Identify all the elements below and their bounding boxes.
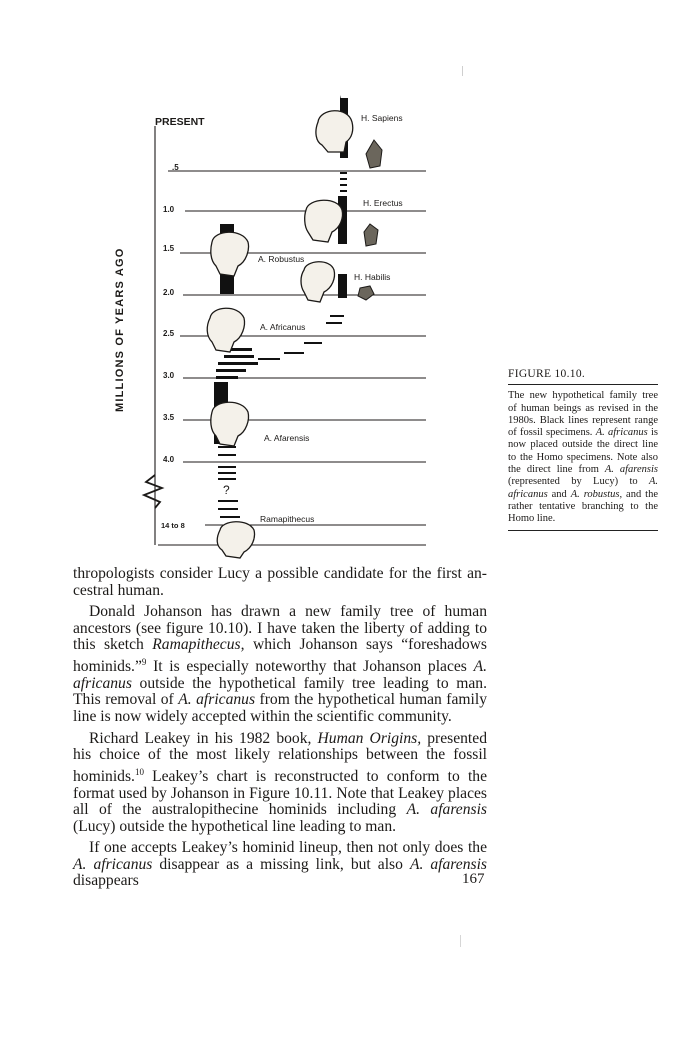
text-run: (Lucy) outside the hypothetical line leading to man. [73,817,397,835]
figure-caption [508,368,658,531]
tool-icon [358,286,374,300]
paragraph [73,566,487,599]
text-run: is now placed outside the direct line to the Homo specimens. Note also the direct line from [508,427,658,476]
label-h-erectus: H. Erectus [363,198,403,208]
tick-label: .5 [172,163,179,172]
label-h-habilis: H. Habilis [354,272,391,282]
skull-erectus [305,200,343,242]
tick-label: 4.0 [163,455,175,464]
dash [218,500,238,502]
dash [218,466,236,468]
text-run: Leakey’s chart is reconstructed to conform to the format used by Johanson in Figure 10.11. Note that Leakey places all of the australopithecine hominids including [73,767,487,819]
dash [340,178,347,180]
italic-text: A. robustus, [570,488,623,500]
skull-africanus [207,308,244,352]
italic-text: A. africanus [595,427,648,439]
dash [218,478,236,480]
tick-label: 1.0 [163,205,175,214]
tool-icon [366,140,382,168]
italic-text: A. africanus [178,691,256,709]
dash [340,172,347,174]
italic-text: A. afarensis [409,855,487,873]
figure-svg [108,90,438,560]
dash [258,358,280,360]
tick-label: 1.5 [163,244,175,253]
skull-robustus [211,232,249,276]
paragraph [73,840,487,890]
scan-mark [460,935,461,947]
skull-habilis [301,262,335,302]
caption-body [508,390,658,530]
dash [304,342,322,344]
text-run: and the rather tentative branching to the Homo line. [508,488,658,525]
text-run: disappear as a missing link, but also [152,855,410,873]
tick-label: 14 to 8 [161,521,185,530]
scan-mark [462,66,463,76]
page-number: 167 [462,871,485,887]
caption-title: FIGURE 10.10. [508,368,658,385]
tick-label: 3.5 [163,413,175,422]
text-run: If one accepts Leakey’s hominid lineup, then not only does the [89,839,487,857]
text-run: outside the hypothetical family tree leading to man. This removal of [73,674,487,709]
text-run: from the hypothetical human family line is now widely accepted within the scientific community. [73,691,487,725]
dash [218,508,238,510]
tick-label: 2.5 [163,329,175,338]
paragraph [73,604,487,725]
dash [340,184,347,186]
label-a-robustus: A. Robustus [258,254,305,264]
text-run: Donald Johanson has drawn a new family tree of human ancestors (see figure 10.10). I have taken the liberty of adding to this sketch [73,603,487,654]
dash [330,315,344,317]
tick-label: 2.0 [163,288,175,297]
text-run: presented his choice of the most likely relationships between the fossil hominids. [73,729,487,785]
label-a-afarensis: A. Afarensis [264,433,310,443]
dash [216,376,238,379]
habilis-bar [338,274,347,298]
dash [326,322,342,324]
text-run: Richard Leakey in his 1982 book, [89,729,318,747]
text-run: and [547,488,571,500]
dash [218,472,236,474]
italic-text: A. afarensis [406,801,487,819]
paragraph [73,731,487,836]
text-run: disappears [73,872,139,890]
dash [220,516,240,518]
italic-text: Human Origins, [317,729,422,747]
text-run: The new hypothetical family tree of human beings as revised in the 1980s. Black lines represent range of fossil specimens. [508,390,658,439]
text-run: It is especially noteworthy that Johanson places [146,658,474,676]
label-ramapithecus: Ramapithecus [260,514,315,524]
skull-ramapithecus [217,522,254,558]
axis-break-squiggle [144,475,162,508]
footnote-ref: 9 [141,656,147,667]
italic-text: A. afarensis [604,464,659,476]
italic-text: Ramapithecus, [152,636,245,654]
question-mark: ? [223,483,230,497]
italic-text: A. africanus [508,476,658,500]
dash [340,190,347,192]
figure-hominid-tree [108,90,438,560]
dash [284,352,304,354]
axis-title: MILLIONS OF YEARS AGO [114,247,126,412]
tool-icon [364,224,378,246]
dash [218,362,258,365]
label-a-africanus: A. Africanus [260,322,306,332]
tick-label: 3.0 [163,371,175,380]
dash [218,454,236,456]
italic-text: A. africanus [73,658,487,692]
body-text [73,566,487,895]
tick-present: PRESENT [155,116,205,128]
text-run: (represented by Lucy) to [508,476,649,488]
text-run: which Johanson says “foreshadows hominids.” [73,636,487,676]
dash [224,355,254,358]
label-h-sapiens: H. Sapiens [361,113,403,123]
text-run: thropologists consider Lucy a possible candidate for the first ancestral human. [73,565,487,599]
italic-text: A. africanus [73,855,153,873]
footnote-ref: 10 [134,766,144,777]
dash [216,369,246,372]
